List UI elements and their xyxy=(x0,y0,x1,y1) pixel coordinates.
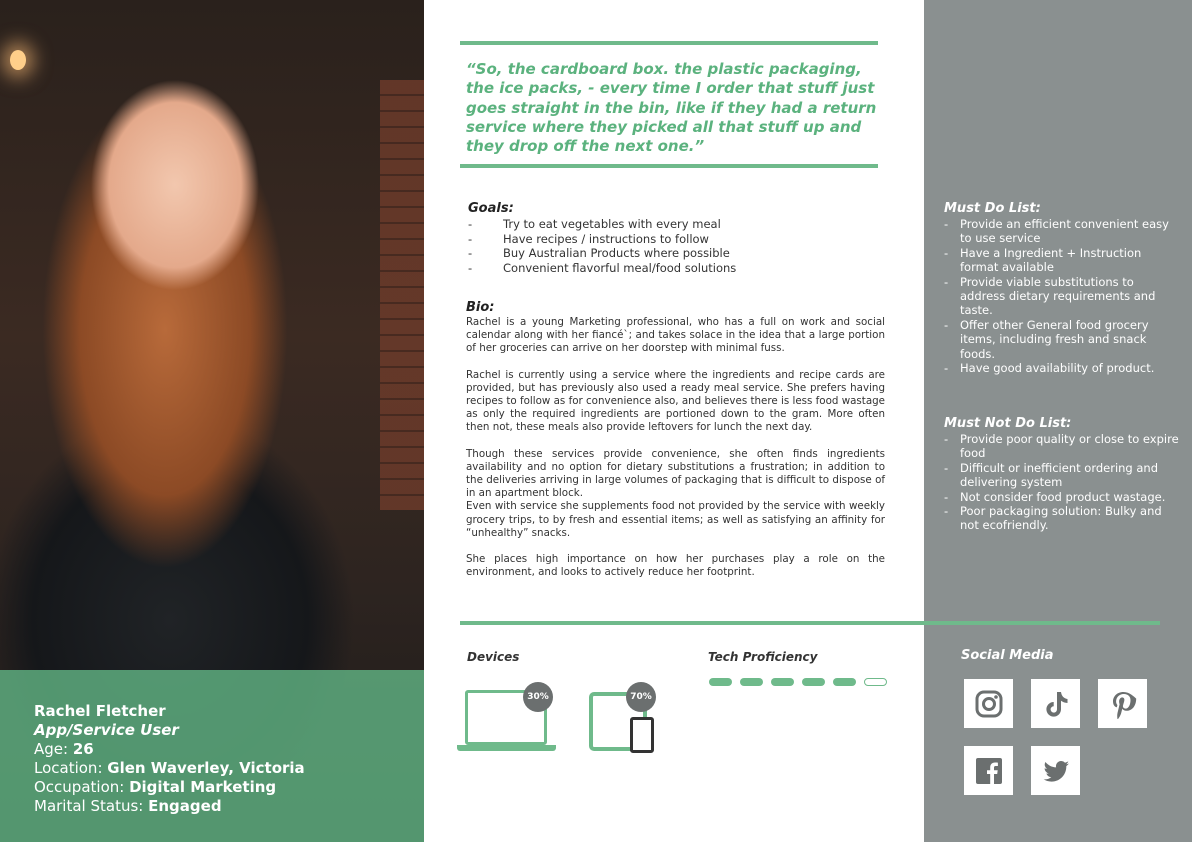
must-do-item: - Offer other General food grocery items, including fresh and snack foods. xyxy=(942,318,1182,361)
bio-paragraph: Rachel is currently using a service where the ingredients and recipe cards are provided, but has previously also used a ready meal service. She prefers having recipes to follow as for convenience also, and believes there is less food wastage as only the required ingredients are portioned down to the gram. More often then not, these meals also provide leftovers for lunch the next day. xyxy=(466,368,886,434)
bio-paragraph: Though these services provide convenience, she often finds ingredients availability and no option for dietary substitutions a frustration; in addition to the deliveries arriving in large volumes of packaging that is difficult to dispose of in an apartment block. xyxy=(466,447,885,500)
bio-paragraph: She places high importance on how her purchases play a role on the environment, and looks to actively reduce her footprint. xyxy=(466,553,885,579)
sidebar-section-rule xyxy=(924,621,1160,625)
goals-list xyxy=(468,217,888,275)
social-media-title: Social Media xyxy=(961,648,1054,663)
must-do-list xyxy=(942,217,1182,375)
tech-level-pill-empty xyxy=(864,678,887,686)
requirements-sidebar xyxy=(924,0,1192,842)
must-do-item: - Provide an efficient convenient easy to use service xyxy=(942,217,1182,246)
facebook-icon[interactable] xyxy=(964,746,1013,795)
persona-location: Location: Glen Waverley, Victoria xyxy=(34,759,305,777)
must-not-do-item: - Provide poor quality or close to expire food xyxy=(942,432,1182,461)
background-lamp xyxy=(10,50,26,70)
twitter-icon[interactable] xyxy=(1031,746,1080,795)
persona-marital-status: Marital Status: Engaged xyxy=(34,797,222,815)
tech-level-pill-filled xyxy=(709,678,732,686)
tiktok-icon[interactable] xyxy=(1031,679,1080,728)
quote-bottom-rule xyxy=(460,164,878,168)
persona-age: Age: 26 xyxy=(34,740,94,758)
phone-icon xyxy=(630,717,654,753)
bio-paragraph: Even with service she supplements food not provided by the service with weekly grocery trips, to by fresh and essential items; as well as satisfying an affinity for “unhealthy” snacks. xyxy=(466,500,885,539)
must-not-do-item: - Difficult or inefficient ordering and delivering system xyxy=(942,461,1182,490)
must-do-item: - Provide viable substitutions to address dietary requirements and taste. xyxy=(942,275,1182,318)
must-not-do-item: - Not consider food product wastage. xyxy=(942,490,1182,504)
quote-top-rule xyxy=(460,41,878,45)
must-not-do-item: - Poor packaging solution: Bulky and not ecofriendly. xyxy=(942,504,1182,533)
must-do-title: Must Do List: xyxy=(944,201,1041,216)
bio-title: Bio: xyxy=(466,300,495,315)
laptop-usage-badge: 30% xyxy=(523,682,553,712)
persona-name: Rachel Fletcher xyxy=(34,702,166,720)
bio-text xyxy=(466,316,885,592)
tech-level-pill-filled xyxy=(740,678,763,686)
persona-photo xyxy=(0,0,424,842)
persona-role: App/Service User xyxy=(34,721,179,739)
must-do-item: - Have good availability of product. xyxy=(942,361,1182,375)
goal-item: - Convenient flavorful meal/food solutions xyxy=(468,261,888,276)
persona-occupation: Occupation: Digital Marketing xyxy=(34,778,277,796)
must-not-do-list xyxy=(942,432,1182,533)
goal-item: - Buy Australian Products where possible xyxy=(468,246,888,261)
tech-proficiency-title: Tech Proficiency xyxy=(708,650,818,664)
goal-item: - Have recipes / instructions to follow xyxy=(468,232,888,247)
must-not-do-title: Must Not Do List: xyxy=(944,416,1072,431)
persona-quote: “So, the cardboard box. the plastic packaging, the ice packs, - every time I order that stuff just goes straight in the bin, like if they had a return service where they picked all that stuff up and they drop off the next one.” xyxy=(466,60,877,156)
goal-item: - Try to eat vegetables with every meal xyxy=(468,217,888,232)
instagram-icon[interactable] xyxy=(964,679,1013,728)
mobile-usage-badge: 70% xyxy=(626,682,656,712)
pinterest-icon[interactable] xyxy=(1098,679,1147,728)
profile-panel xyxy=(0,670,424,842)
must-do-item: - Have a Ingredient + Instruction format available xyxy=(942,246,1182,275)
tech-level-pill-filled xyxy=(771,678,794,686)
bio-paragraph: Rachel is a young Marketing professional, who has a full on work and social calendar along with her fiancé`; and takes solace in the idea that a large portion of her groceries can arrive on her doorstep with minimal fuss. xyxy=(466,316,885,355)
background-brick-wall xyxy=(380,80,424,510)
tech-level-pill-filled xyxy=(802,678,825,686)
tech-level-pill-filled xyxy=(833,678,856,686)
bottom-section-rule xyxy=(460,621,960,625)
devices-title: Devices xyxy=(467,650,520,664)
goals-title: Goals: xyxy=(468,201,514,216)
laptop-base xyxy=(457,745,556,751)
